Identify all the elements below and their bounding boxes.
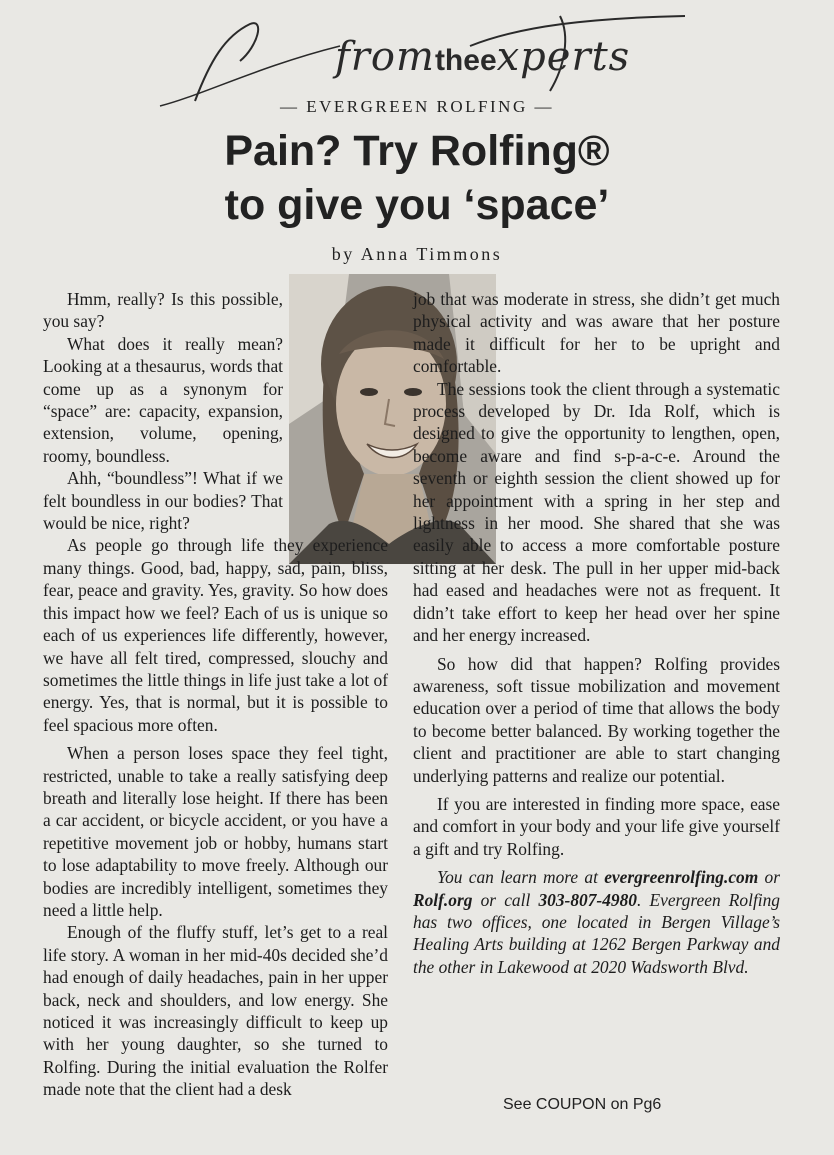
- website-link-rolf[interactable]: Rolf.org: [413, 889, 473, 910]
- right-column: [413, 288, 780, 978]
- paragraph: Hmm, really? Is this possible, you say?: [43, 289, 283, 332]
- byline: by Anna Timmons: [331, 244, 503, 264]
- phone-number[interactable]: 303-807-4980: [538, 889, 637, 910]
- coupon-note: See COUPON on Pg6: [503, 1096, 662, 1113]
- logo-script-suffix: xperts: [496, 34, 631, 80]
- closing-or-2: or call: [472, 889, 539, 910]
- logo-script-bold: thee: [434, 44, 497, 77]
- closing-or-1: or: [758, 867, 781, 888]
- paragraph: As people go through life they experience many things. Good, bad, happy, sad, pain, bliss, fear, peace and gravity. Yes, gravity. So how does this impact how we feel? Each of us is unique so each of us experiences life differently, however, we have all felt tired, compressed, slouchy and sometimes the little things in life just take a lot of energy. Yes, that is normal, but it is possible to feel spacious more often.: [43, 535, 388, 735]
- closing-rest: . Evergreen Rolfing has two offices, one located in Bergen Village’s Healing Arts building at 1262 Bergen Parkway and the other in Lakewood at 2020 Wadsworth Blvd.: [413, 889, 780, 977]
- paragraph: Ahh, “boundless”! What if we felt boundless in our bodies? That would be nice, right?: [43, 468, 283, 534]
- left-column: [43, 288, 388, 1101]
- logo-script: [335, 34, 630, 80]
- paragraph: So how did that happen? Rolfing provides awareness, soft tissue mobilization and movement education over a period of time that allows the body to become better balanced. By working together the client and practitioner are able to start changing underlying patterns and realize our potential.: [413, 653, 780, 786]
- kicker: — EVERGREEN ROLFING —: [280, 97, 554, 116]
- logo-script-prefix: from: [335, 34, 435, 80]
- paragraph: The sessions took the client through a systematic process developed by Dr. Ida Rolf, which is designed to give the opportunity to lengthen, open, become aware and find s-p-a-c-e. Around the seventh or eighth session the client showed up for her appointment with a spring in her step and lightness in her mood. She shared that she was easily able to access a more comfortable posture sitting at her desk. The pull in her upper mid-back had eased and headaches were not as frequent. It didn’t take effort to keep her head over her spine and her energy increased.: [413, 378, 780, 646]
- paragraph: If you are interested in finding more space, ease and comfort in your body and your life give yourself a gift and try Rolfing.: [413, 793, 780, 859]
- paragraph: When a person loses space they feel tight, restricted, unable to take a really satisfying deep breath and literally lose height. If there has been a car accident, or bicycle accident, or you have a repetitive movement job or hobby, humans start to lose adaptability to move freely. Although our bodies are incredibly intelligent, sometimes they need a little help.: [43, 743, 388, 920]
- closing-lead: You can learn more at: [437, 867, 605, 888]
- headline-line-1: Pain? Try Rolfing®: [224, 127, 610, 175]
- paragraph: What does it really mean? Looking at a thesaurus, words that come up as a synonym for “space” are: capacity, expansion, extension, volume, opening, roomy, boundless.: [43, 333, 283, 466]
- closing-paragraph: [413, 866, 780, 978]
- headline-line-2: to give you ‘space’: [224, 181, 610, 229]
- website-link-evergreen[interactable]: evergreenrolfing.com: [604, 867, 759, 888]
- paragraph: Enough of the fluffy stuff, let’s get to a real life story. A woman in her mid-40s decided she’d had enough of daily headaches, pain in her upper back, neck and shoulders, and low energy. She noticed it was increasingly difficult to keep up with her young daughter, so she turned to Rolfing. During the initial evaluation the Rolfer made note that the client had a desk: [43, 922, 388, 1100]
- paragraph: job that was moderate in stress, she didn’t get much physical activity and was aware that her posture made it difficult for her to be upright and comfortable.: [413, 289, 780, 377]
- headline: [0, 124, 834, 232]
